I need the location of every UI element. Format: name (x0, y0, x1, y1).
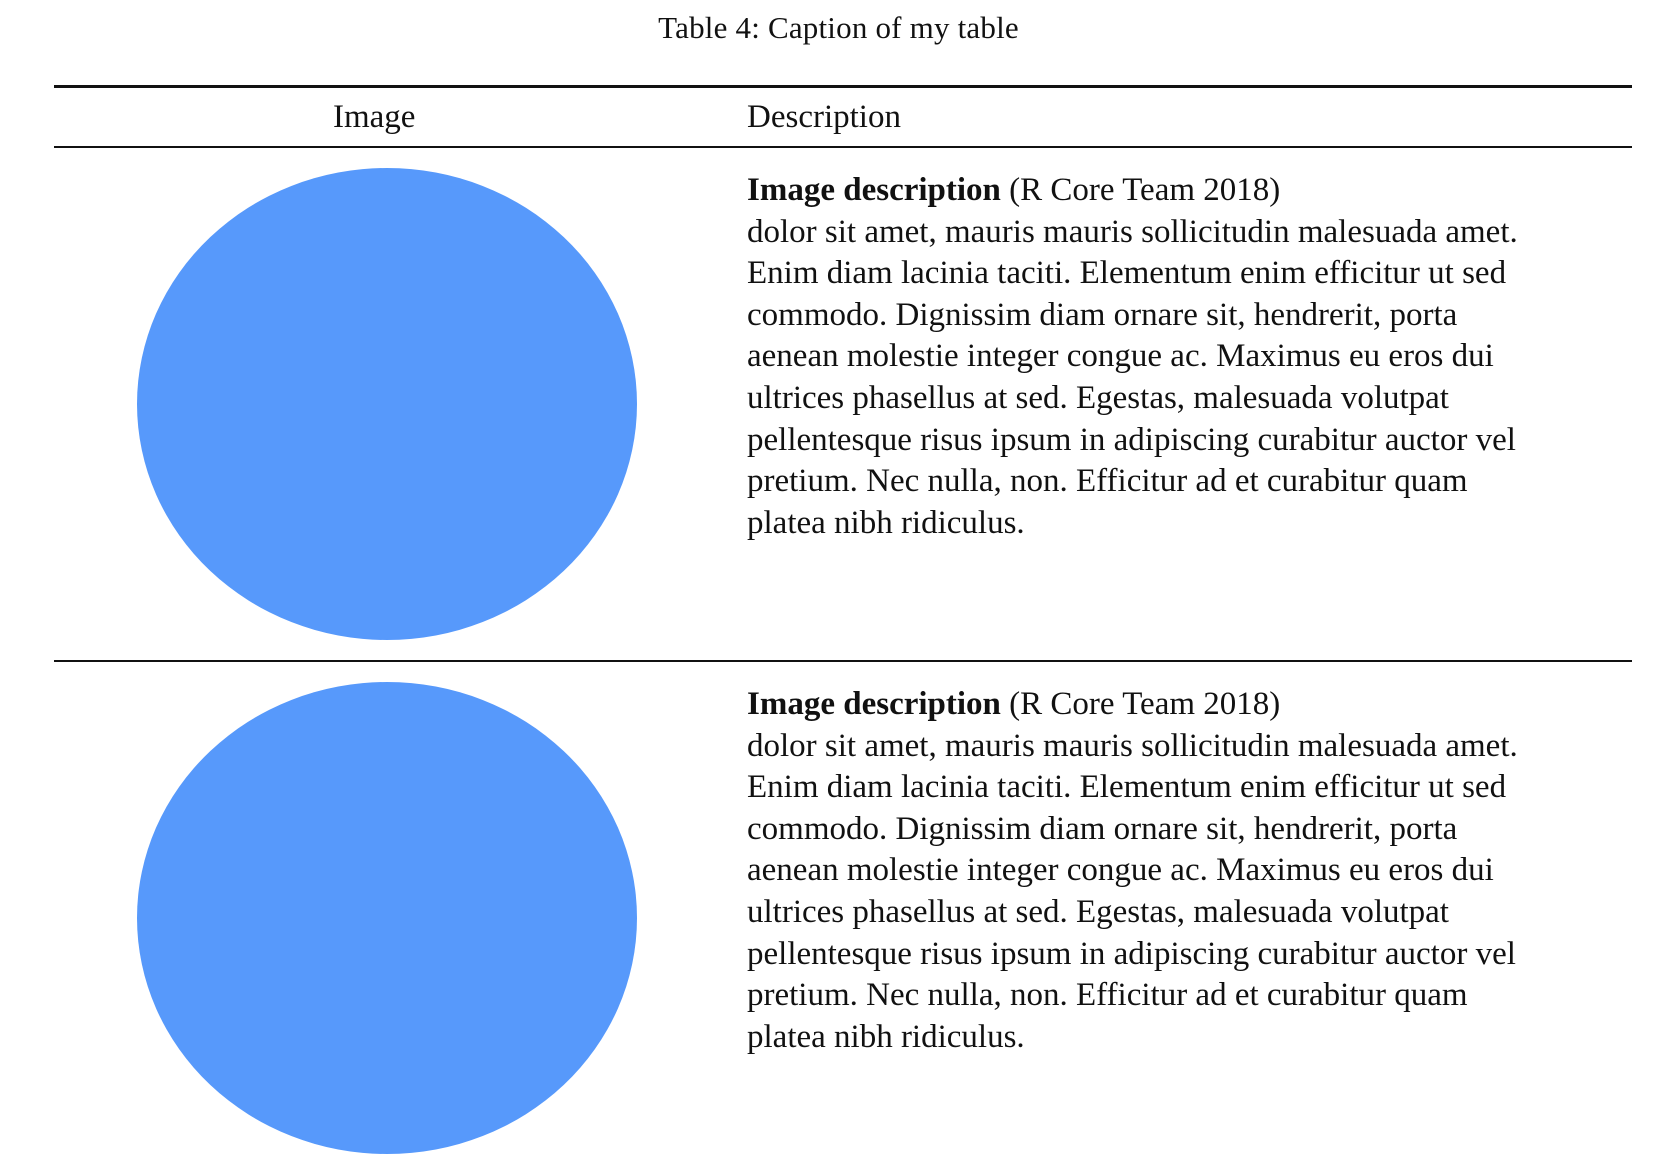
description-line: platea nibh ridiculus. (747, 1018, 1025, 1055)
description-line: aenean molestie integer congue ac. Maximus eu eros dui (747, 852, 1494, 889)
description-line: commodo. Dignissim diam ornare sit, hendrerit, porta (747, 296, 1458, 333)
column-header-image: Image (333, 99, 416, 135)
description-line: pellentesque risus ipsum in adipiscing curabitur auctor vel (747, 421, 1516, 458)
description-line: aenean molestie integer congue ac. Maximus eu eros dui (747, 338, 1494, 375)
description-line: dolor sit amet, mauris mauris sollicitudin malesuada amet. (747, 213, 1518, 250)
description-line: pretium. Nec nulla, non. Efficitur ad et curabitur quam (747, 977, 1468, 1014)
description-heading-line (747, 170, 1642, 212)
row-image (136, 168, 638, 640)
description-heading-line (747, 684, 1642, 726)
top-rule (54, 85, 1632, 88)
header-rule (54, 146, 1632, 148)
description-line: Enim diam lacinia taciti. Elementum enim efficitur ut sed (747, 769, 1507, 806)
row-separator-rule (54, 660, 1632, 662)
description-title: Image description (747, 686, 1001, 722)
description-line: pretium. Nec nulla, non. Efficitur ad et curabitur quam (747, 463, 1468, 500)
blue-circle-image (137, 682, 637, 1154)
description-line: ultrices phasellus at sed. Egestas, malesuada volutpat (747, 893, 1449, 930)
row-description (747, 170, 1642, 544)
description-line: pellentesque risus ipsum in adipiscing curabitur auctor vel (747, 935, 1516, 972)
description-line: dolor sit amet, mauris mauris sollicitudin malesuada amet. (747, 727, 1518, 764)
description-citation: (R Core Team 2018) (1009, 172, 1281, 208)
column-header-description: Description (747, 99, 901, 135)
blue-circle-image (137, 168, 637, 640)
description-title: Image description (747, 172, 1001, 208)
description-line: platea nibh ridiculus. (747, 504, 1025, 541)
description-citation: (R Core Team 2018) (1009, 686, 1281, 722)
description-line: Enim diam lacinia taciti. Elementum enim efficitur ut sed (747, 255, 1507, 292)
row-description (747, 684, 1642, 1058)
row-image (136, 682, 638, 1154)
description-line: ultrices phasellus at sed. Egestas, malesuada volutpat (747, 379, 1449, 416)
description-line: commodo. Dignissim diam ornare sit, hendrerit, porta (747, 810, 1458, 847)
table-caption: Table 4: Caption of my table (658, 10, 1019, 45)
